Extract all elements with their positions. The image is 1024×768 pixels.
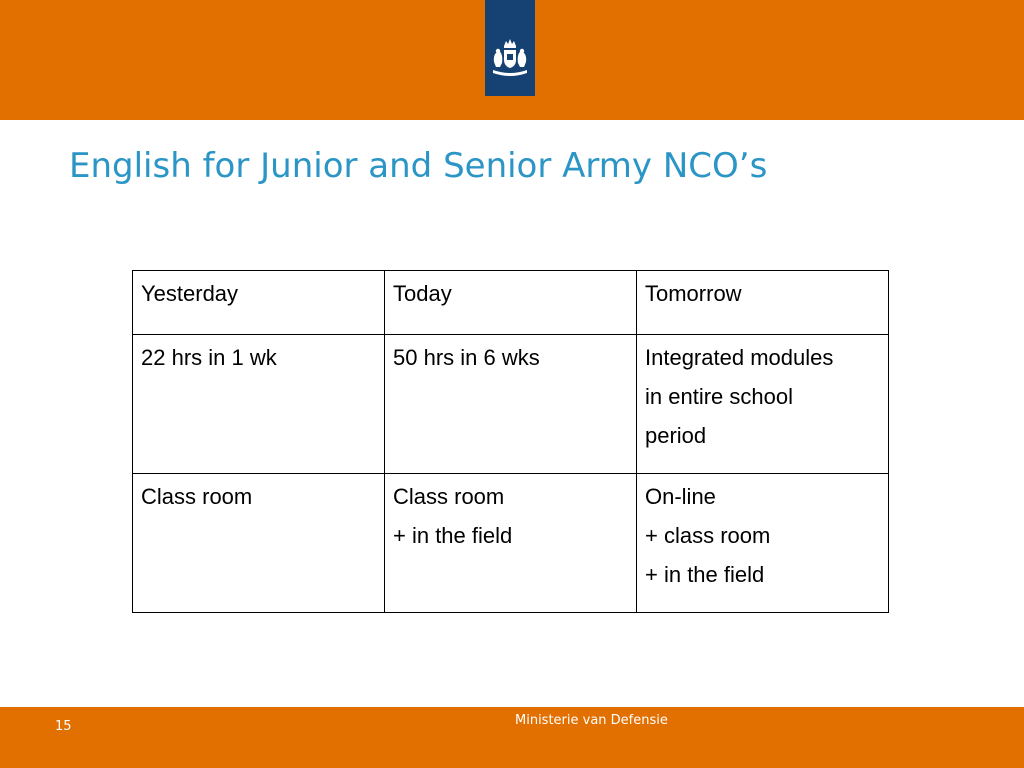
comparison-table: [132, 270, 889, 613]
table-row: [133, 335, 889, 474]
table-row: [133, 474, 889, 613]
slide-title: English for Junior and Senior Army NCO’s: [69, 146, 768, 186]
cell-text: Integrated modules: [645, 345, 834, 370]
ministry-name: Ministerie van Defensie: [515, 713, 668, 728]
cell-text: On-line: [645, 484, 716, 509]
royal-coat-of-arms-icon: [485, 0, 535, 96]
cell-text: Tomorrow: [645, 281, 742, 306]
header-band: [0, 0, 1024, 120]
cell-text: Class room: [141, 484, 253, 509]
cell-text: Class room: [393, 484, 505, 509]
table-cell: [133, 335, 385, 474]
logo: [485, 0, 535, 96]
cell-text: Yesterday: [141, 281, 239, 306]
footer-band: [0, 707, 1024, 768]
table-cell: [385, 335, 637, 474]
cell-text: + in the field: [645, 562, 765, 587]
table-cell: [637, 335, 889, 474]
table-header-cell: [133, 271, 385, 335]
cell-text: Today: [393, 281, 452, 306]
cell-text: + class room: [645, 523, 771, 548]
table-cell: [385, 474, 637, 613]
table-header-row: [133, 271, 889, 335]
table-header-cell: [385, 271, 637, 335]
cell-text: + in the field: [393, 523, 513, 548]
table-cell: [637, 474, 889, 613]
cell-text: 22 hrs in 1 wk: [141, 345, 277, 370]
table-header-cell: [637, 271, 889, 335]
table-cell: [133, 474, 385, 613]
cell-text: in entire school: [645, 384, 793, 409]
cell-text: period: [645, 423, 707, 448]
page-number: 15: [55, 719, 72, 734]
cell-text: 50 hrs in 6 wks: [393, 345, 540, 370]
comparison-table-container: [132, 270, 889, 613]
